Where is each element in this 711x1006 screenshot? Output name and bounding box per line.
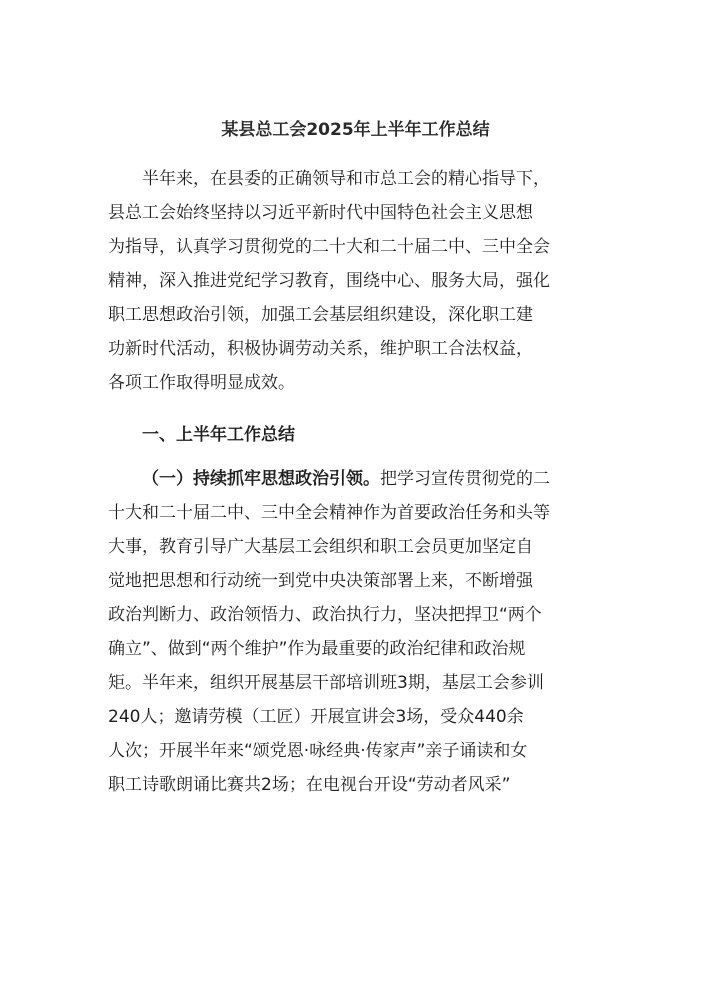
subsection-heading: （一）持续抓牢思想政治引领。	[142, 469, 380, 489]
section-heading: 一、上半年工作总结	[142, 425, 295, 445]
document-title: 某县总工会2025年上半年工作总结	[221, 120, 490, 140]
body-line: 人次；开展半年来“颂党恩·咏经典·传家声”亲子诵读和女	[108, 741, 528, 761]
body-line: 确立”、做到“两个维护”作为最重要的政治纪律和政治规	[108, 639, 526, 659]
intro-line: 职工思想政治引领，加强工会基层组织建设，深化职工建	[108, 305, 533, 325]
body-line: 大事，教育引导广大基层工会组织和职工会员更加坚定自	[108, 537, 533, 557]
subsection-first-line	[142, 464, 550, 494]
body-line: 政治判断力、政治领悟力、政治执行力，坚决把捍卫“两个	[108, 605, 542, 625]
body-line: 觉地把思想和行动统一到党中央决策部署上来，不断增强	[108, 571, 533, 591]
subsection-first-line-text: 把学习宣传贯彻党的二	[380, 469, 550, 489]
intro-line: 半年来，在县委的正确领导和市总工会的精心指导下，	[142, 169, 550, 189]
body-line: 职工诗歌朗诵比赛共2场；在电视台开设“劳动者风采”	[108, 775, 511, 795]
body-line: 240人；邀请劳模（工匠）开展宣讲会3场，受众440余	[108, 707, 524, 727]
intro-line: 各项工作取得明显成效。	[108, 373, 295, 393]
intro-line: 功新时代活动，积极协调劳动关系，维护职工合法权益，	[108, 339, 533, 359]
body-line: 十大和二十届二中、三中全会精神作为首要政治任务和头等	[108, 503, 550, 523]
intro-line: 县总工会始终坚持以习近平新时代中国特色社会主义思想	[108, 203, 533, 223]
intro-line: 为指导，认真学习贯彻党的二十大和二十届二中、三中全会	[108, 237, 550, 257]
intro-line: 精神，深入推进党纪学习教育，围绕中心、服务大局，强化	[108, 271, 550, 291]
body-line: 矩。半年来，组织开展基层干部培训班3期，基层工会参训	[108, 673, 544, 693]
